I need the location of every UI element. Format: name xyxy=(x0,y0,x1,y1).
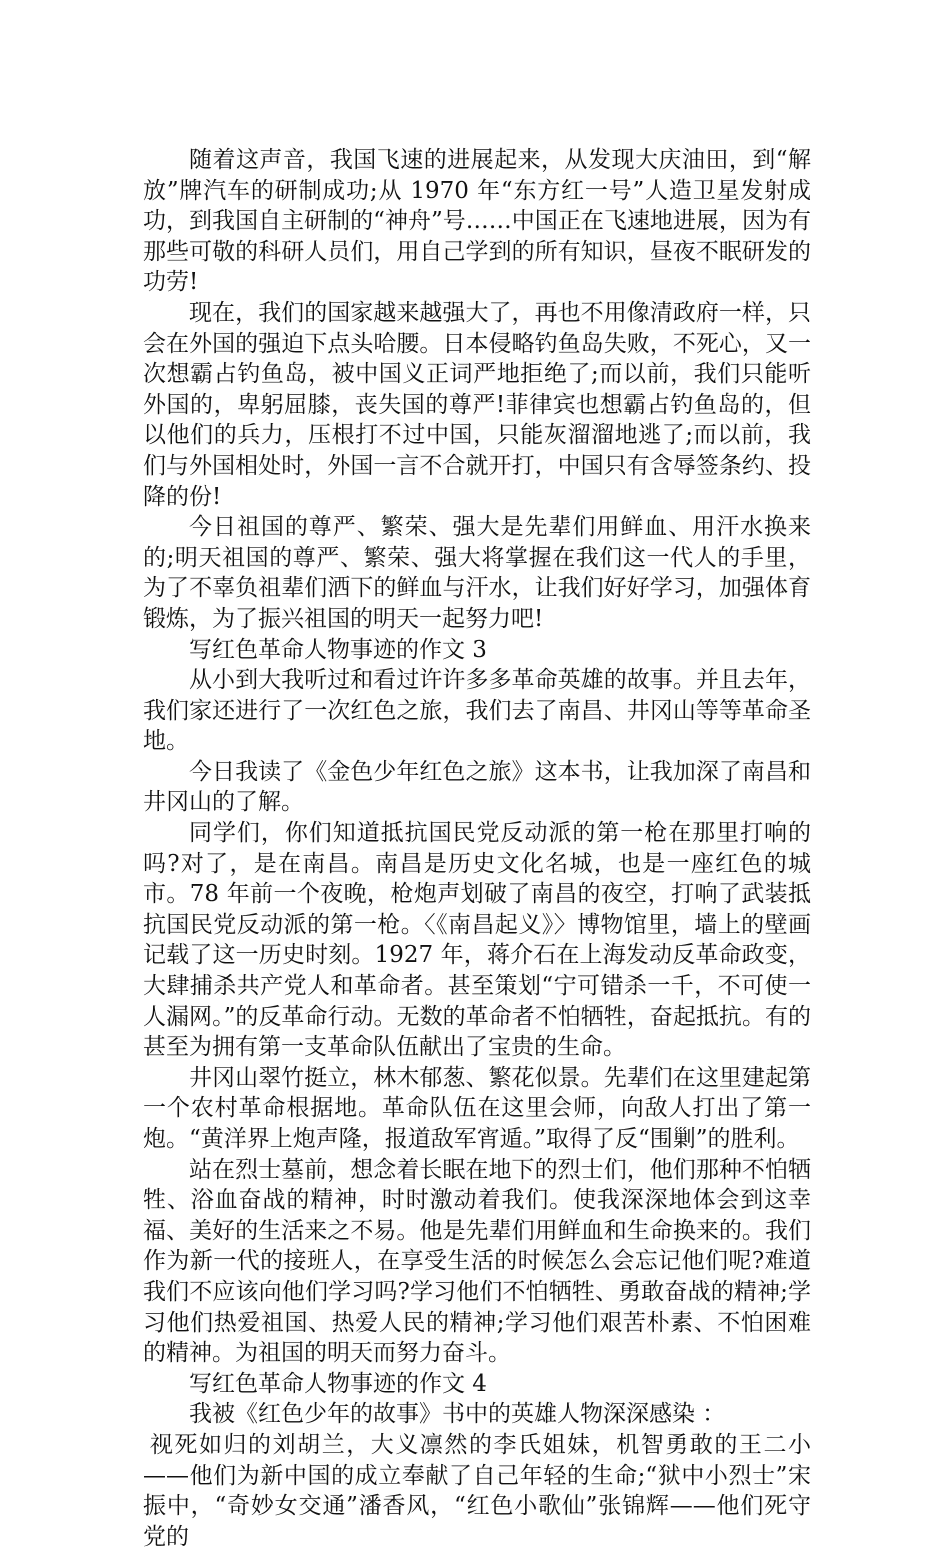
paragraph-jinggangshan: 井冈山翠竹挺立，林木郁葱、繁花似景。先辈们在这里建起第一个农村革命根据地。革命队伍在这里会师，向敌人打出了第一炮。“黄洋界上炮声隆，报道敌军宵遁。”取得了反“围剿”的胜利。 xyxy=(143,1064,811,1152)
paragraph-future: 今日祖国的尊严、繁荣、强大是先辈们用鲜血、用汗水换来的;明天祖国的尊严、繁荣、强大将掌握在我们这一代人的手里，为了不辜负祖辈们洒下的鲜血与汗水，让我们好好学习，加强体育锻炼，为了振兴祖国的明天一起努力吧! xyxy=(143,514,811,632)
paragraph-book: 今日我读了《金色少年红色之旅》这本书，让我加深了南昌和井冈山的了解。 xyxy=(143,758,811,816)
paragraph-martyrs: 站在烈士墓前，想念着长眠在地下的烈士们，他们那种不怕牺牲、浴血奋战的精神，时时激动着我们。使我深深地体会到这幸福、美好的生活来之不易。他是先辈们用鲜血和生命换来的。我们作为新一代的接班人，在享受生活的时候怎么会忘记他们呢?难道我们不应该向他们学习吗?学习他们不怕牺牲、勇敢奋战的精神;学习他们热爱祖国、热爱人民的精神;学习他们艰苦朴素、不怕困难的精神。为祖国的明天而努力奋斗。 xyxy=(143,1156,811,1367)
paragraph-nanchang: 同学们，你们知道抵抗国民党反动派的第一枪在那里打响的吗?对了，是在南昌。南昌是历史文化名城，也是一座红色的城市。78 年前一个夜晚，枪炮声划破了南昌的夜空，打响了武装抵抗国民党反动派的第一枪。〈《南昌起义》〉博物馆里，墙上的壁画记载了这一历史时刻。1927 年，蒋介石在上海发动反革命政变，大肆捕杀共产党人和革命者。甚至策划“宁可错杀一千，不可使一人漏网。”的反革命行动。无数的革命者不怕牺牲，奋起抵抗。有的甚至为拥有第一支革命队伍献出了宝贵的生命。 xyxy=(143,820,811,1061)
paragraph-intro: 我被《红色少年的故事》书中的英雄人物深深感染 ： xyxy=(189,1401,726,1428)
essay-heading-3: 写红色革命人物事迹的作文 3 xyxy=(189,636,487,663)
paragraph-heroes: 视死如归的刘胡兰，大义凛然的李氏姐妹，机智勇敢的王二小——他们为新中国的成立奉献了自己年轻的生命;“狱中小烈士”宋振中，“奇妙女交通”潘香风，“红色小歌仙”张锦辉——他们死守党的 xyxy=(143,1431,811,1550)
paragraph-national-strength: 现在，我们的国家越来越强大了，再也不用像清政府一样，只会在外国的强迫下点头哈腰。日本侵略钓鱼岛失败，不死心，又一次想霸占钓鱼岛，被中国义正词严地拒绝了;而以前，我们只能听外国的，卑躬屈膝，丧失国的尊严!菲律宾也想霸占钓鱼岛的，但以他们的兵力，压根打不过中国，只能灰溜溜地逃了;而以前，我们与外国相处时，外国一言不合就开打，中国只有含辱签条约、投降的份! xyxy=(143,299,811,510)
paragraph-progress: 随着这声音，我国飞速的进展起来，从发现大庆油田，到“解放”牌汽车的研制成功;从 1970 年“东方红一号”人造卫星发射成功，到我国自主研制的“神舟”号……中国正在飞速地进展，因为有那些可敬的科研人员们，用自己学到的所有知识，昼夜不眠研发的功劳! xyxy=(143,147,811,296)
paragraph-red-tour: 从小到大我听过和看过许许多多革命英雄的故事。并且去年，我们家还进行了一次红色之旅，我们去了南昌、井冈山等等革命圣地。 xyxy=(143,667,811,755)
document-page xyxy=(143,145,811,1552)
essay-heading-4: 写红色革命人物事迹的作文 4 xyxy=(189,1370,487,1397)
